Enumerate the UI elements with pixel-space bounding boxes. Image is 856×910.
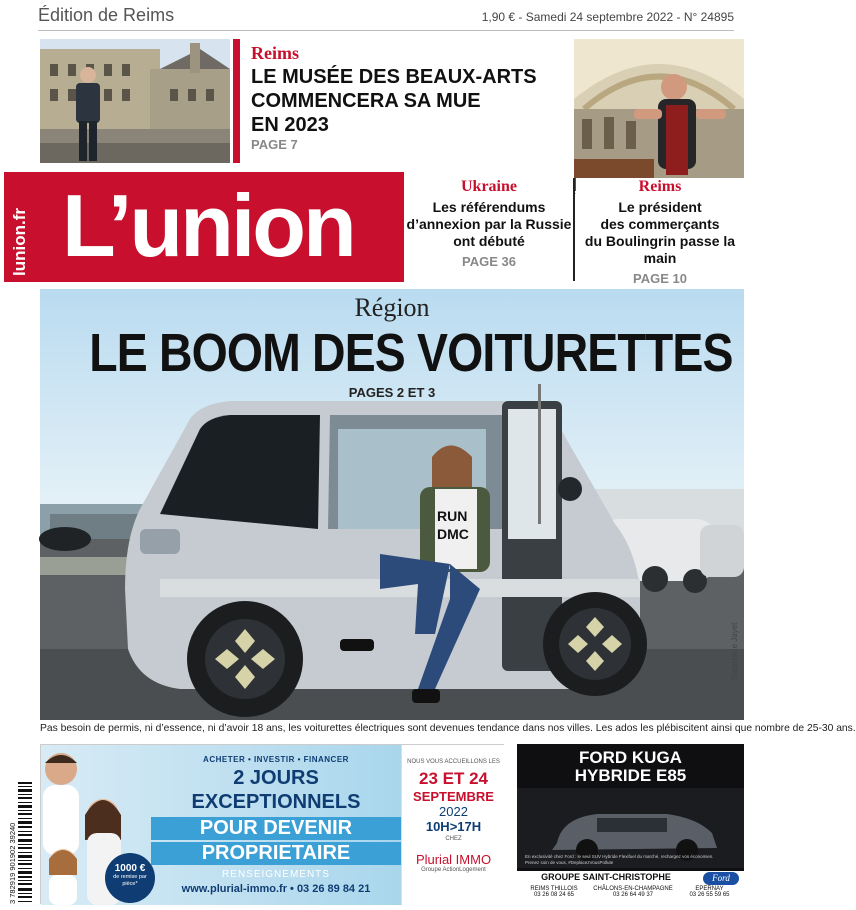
teaser-kicker: Ukraine [405, 178, 573, 195]
edition-label: Édition de Reims [38, 5, 175, 25]
hero-pages: PAGES 2 ET 3 [348, 385, 436, 400]
plurial-badge [105, 853, 155, 903]
plurial-info-label: RENSEIGNEMENTS [222, 869, 330, 880]
ford-loc-2 [591, 886, 675, 898]
ford-footer [517, 871, 744, 904]
teaser-ukraine[interactable] [405, 178, 573, 269]
teaser-title-line: du Boulingrin passe la main [584, 233, 736, 266]
masthead[interactable] [4, 172, 404, 282]
logo[interactable]: L’union [62, 176, 354, 275]
market-photo[interactable] [574, 39, 744, 191]
ad-ford[interactable] [517, 744, 744, 904]
ford-loc-tel: 03 26 64 49 37 [612, 892, 654, 898]
site-url-vertical[interactable] [7, 172, 31, 282]
teaser-page: PAGE 10 [633, 271, 687, 286]
ford-loc-1 [519, 886, 589, 898]
ad-plurial-main [41, 745, 401, 905]
plurial-side-chez: CHEZ [445, 836, 462, 842]
top-story-accent [233, 39, 240, 163]
shirt-text-2: DMC [437, 526, 469, 542]
ad-plurial-side [401, 745, 505, 905]
hero-headline[interactable]: LE BOOM DES VOITURETTES [89, 323, 733, 383]
ford-dealer: GROUPE SAINT-CHRISTOPHE [541, 872, 671, 882]
teaser-title-line: ont débuté [453, 233, 525, 249]
plurial-side-intro: NOUS VOUS ACCUEILLONS LES [407, 759, 500, 765]
plurial-top: ACHETER • INVESTIR • FINANCER [203, 755, 349, 764]
teaser-title-line: Le président [618, 199, 702, 215]
ford-loc-tel: 03 26 08 24 65 [533, 892, 575, 898]
plurial-badge-amount: 1000 € [114, 863, 146, 874]
hero-kicker: Région [354, 293, 430, 322]
photo-credit: Stéphanie Jayet [730, 622, 739, 680]
teaser-reims[interactable] [576, 178, 744, 286]
plurial-side-year: 2022 [439, 804, 468, 819]
plurial-brand-sub: Groupe ActionLogement [421, 867, 486, 873]
teaser-page: PAGE 36 [462, 254, 516, 269]
plurial-line3: POUR DEVENIR [151, 817, 401, 840]
header-divider [38, 30, 734, 31]
top-story-page: PAGE 7 [251, 137, 298, 152]
top-story-kicker: Reims [251, 43, 299, 63]
museum-photo[interactable] [40, 39, 230, 163]
site-url-text: lunion.fr [10, 208, 29, 276]
shirt-text-1: RUN [437, 508, 468, 524]
ford-title-1: FORD KUGA [579, 748, 682, 767]
headline-line: LE MUSÉE DES BEAUX-ARTS [251, 66, 537, 88]
teaser-title-line: des commerçants [600, 216, 720, 232]
hero-caption: Pas besoin de permis, ni d’essence, ni d’avoir 18 ans, les voiturettes électriques sont devenues tendance dans nos villes. Les ados les plébiscitent ainsi que nombre de 25-30 ans. [40, 723, 856, 734]
plurial-line2: EXCEPTIONNELS [191, 791, 361, 813]
teaser-kicker: Reims [576, 178, 744, 195]
teaser-title-line: d’annexion par la Russie [406, 216, 572, 232]
plurial-side-month: SEPTEMBRE [413, 789, 494, 804]
ford-loc-name: CHÂLONS-EN-CHAMPAGNE [593, 886, 673, 892]
plurial-badge-text: de remise par pièce* [113, 874, 147, 887]
ford-loc-name: EPERNAY [695, 886, 724, 892]
barcode-number: 3 782919 901902 39240 [8, 822, 17, 904]
ford-loc-tel: 03 26 55 59 65 [689, 892, 730, 898]
ford-logo: Ford [703, 872, 739, 885]
headline-line: COMMENCERA SA MUE [251, 90, 481, 112]
ford-loc-3 [677, 886, 742, 898]
ad-plurial[interactable] [40, 744, 504, 904]
ford-title-2: HYBRIDE E85 [574, 766, 687, 785]
plurial-contact[interactable]: www.plurial-immo.fr • 03 26 89 84 21 [181, 883, 371, 895]
barcode [6, 780, 34, 906]
plurial-line1: 2 JOURS [233, 767, 319, 789]
ford-loc-name: REIMS THILLOIS [530, 886, 578, 892]
top-story-headline[interactable] [251, 65, 537, 137]
teaser-vertical-divider [573, 178, 575, 281]
ford-small-print: En exclusivité chez Ford : le seul SUV Hybride Flexifuel du marché, rechargez vos économies. Prenez soin de vous, #DeplacezVousPollute [525, 854, 714, 865]
plurial-brand: Plurial IMMO [415, 852, 492, 867]
plurial-side-hours: 10H>17H [425, 819, 482, 834]
issue-meta: 1,90 € - Samedi 24 septembre 2022 - N° 24895 [481, 10, 734, 24]
teaser-title-line: Les référendums [432, 199, 546, 215]
plurial-side-dates: 23 ET 24 [419, 769, 488, 788]
plurial-line4: PROPRIETAIRE [151, 842, 401, 865]
headline-line: EN 2023 [251, 114, 329, 136]
